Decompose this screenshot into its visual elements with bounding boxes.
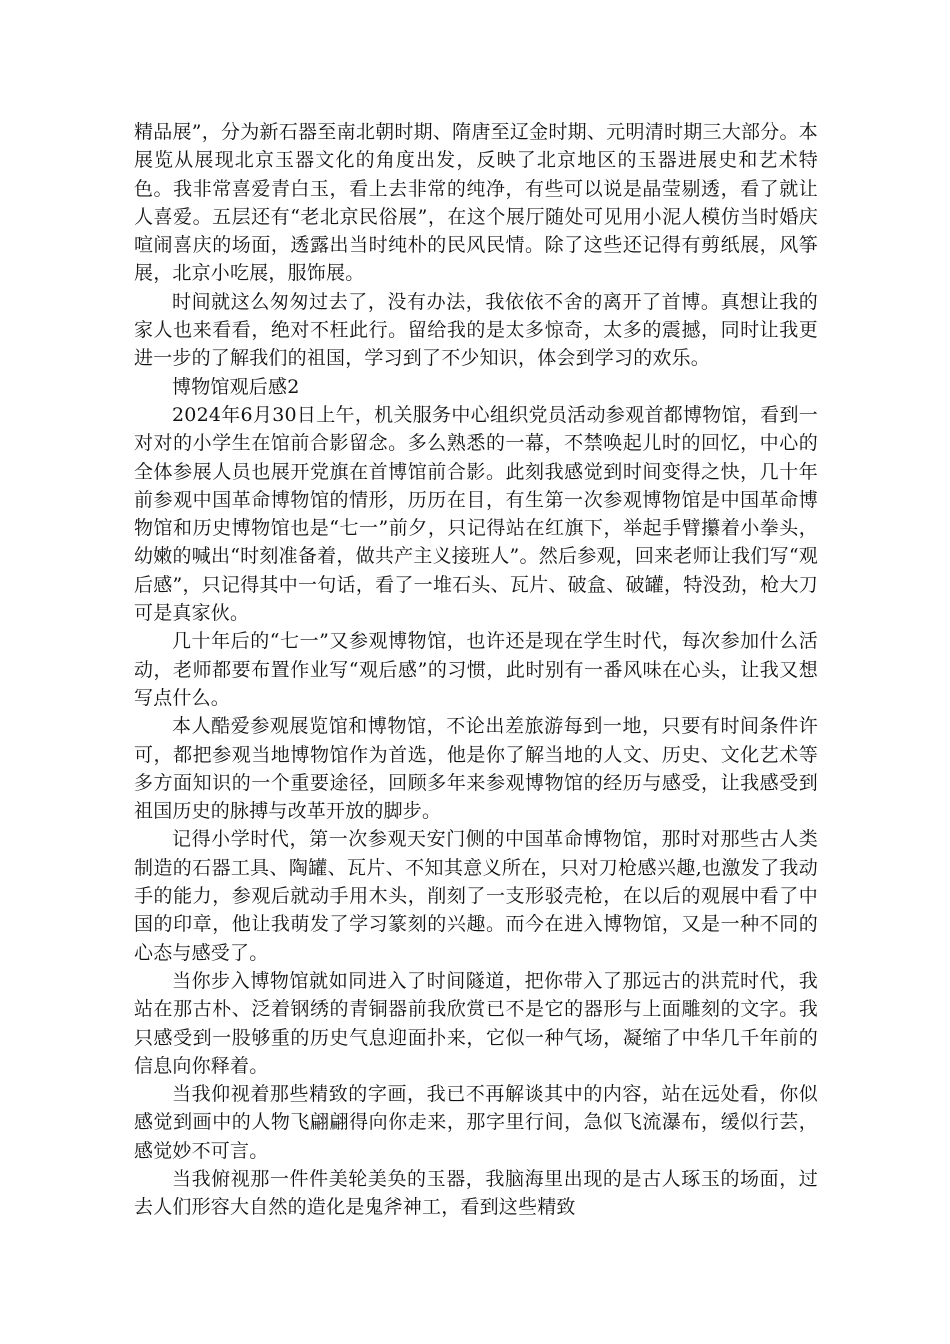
paragraph-2: 时间就这么匆匆过去了，没有办法，我依依不舍的离开了首博。真想让我的家人也来看看，绝对不枉此行。留给我的是太多惊奇，太多的震撼，同时让我更进一步的了解我们的祖国，学习到了不少知识，体会到学习的欢乐。 xyxy=(134,290,818,370)
paragraph-7: 当你步入博物馆就如同进入了时间隧道，把你带入了那远古的洪荒时代，我站在那古朴、泛着钢绣的青铜器前我欣赏已不是它的器形与上面雕刻的文字。我只感受到一股够重的历史气息迎面扑来，它似一种气场，凝缩了中华几千年前的信息向你释着。 xyxy=(134,969,818,1077)
document-body xyxy=(134,118,818,1222)
paragraph-3: 2024年6月30日上午，机关服务中心组织党员活动参观首都博物馆，看到一对对的小学生在馆前合影留念。多么熟悉的一幕，不禁唤起儿时的回忆，中心的全体参展人员也展开党旗在首博馆前合影。此刻我感觉到时间变得之快，几十年前参观中国革命博物馆的情形，历历在目，有生第一次参观博物馆是中国革命博物馆和历史博物馆也是“七一”前夕，只记得站在红旗下，举起手臂攥着小拳头，幼嫩的喊出“时刻准备着，做共产主义接班人”。然后参观，回来老师让我们写“观后感”，只记得其中一句话，看了一堆石头、瓦片、破盒、破罐，特没劲，枪大刀可是真家伙。 xyxy=(134,403,818,625)
paragraph-6: 记得小学时代，第一次参观天安门侧的中国革命博物馆，那时对那些古人类制造的石器工具、陶罐、瓦片、不知其意义所在，只对刀枪感兴趣,也激发了我动手的能力，参观后就动手用木头，削刻了一支形驳壳枪，在以后的观展中看了中国的印章，他让我萌发了学习篆刻的兴趣。而今在进入博物馆，又是一种不同的心态与感受了。 xyxy=(134,828,818,964)
section-heading: 博物馆观后感2 xyxy=(172,375,300,398)
paragraph-1: 精品展”，分为新石器至南北朝时期、隋唐至辽金时期、元明清时期三大部分。本展览从展现北京玉器文化的角度出发，反映了北京地区的玉器进展史和艺术特色。我非常喜爱青白玉，看上去非常的纯净，有些可以说是晶莹剔透，看了就让人喜爱。五层还有“老北京民俗展”，在这个展厅随处可见用小泥人模仿当时婚庆喧闹喜庆的场面，透露出当时纯朴的民风民情。除了这些还记得有剪纸展，风筝展，北京小吃展，服饰展。 xyxy=(134,121,818,285)
paragraph-9: 当我俯视那一件件美轮美奂的玉器，我脑海里出现的是古人琢玉的场面，过去人们形容大自然的造化是鬼斧神工，看到这些精致 xyxy=(134,1167,818,1219)
paragraph-5: 本人酷爱参观展览馆和博物馆，不论出差旅游每到一地，只要有时间条件许可，都把参观当地博物馆作为首选，他是你了解当地的人文、历史、文化艺术等多方面知识的一个重要途径，回顾多年来参观博物馆的经历与感受，让我感受到祖国历史的脉搏与改革开放的脚步。 xyxy=(134,715,818,823)
paragraph-4: 几十年后的“七一”又参观博物馆，也许还是现在学生时代，每次参加什么活动，老师都要布置作业写“观后感”的习惯，此时别有一番风味在心头，让我又想写点什么。 xyxy=(134,630,818,709)
paragraph-8: 当我仰视着那些精致的字画，我已不再解谈其中的内容，站在远处看，你似感觉到画中的人物飞翩翩得向你走来，那字里行间，急似飞流瀑布，缓似行芸，感觉妙不可言。 xyxy=(134,1083,818,1162)
